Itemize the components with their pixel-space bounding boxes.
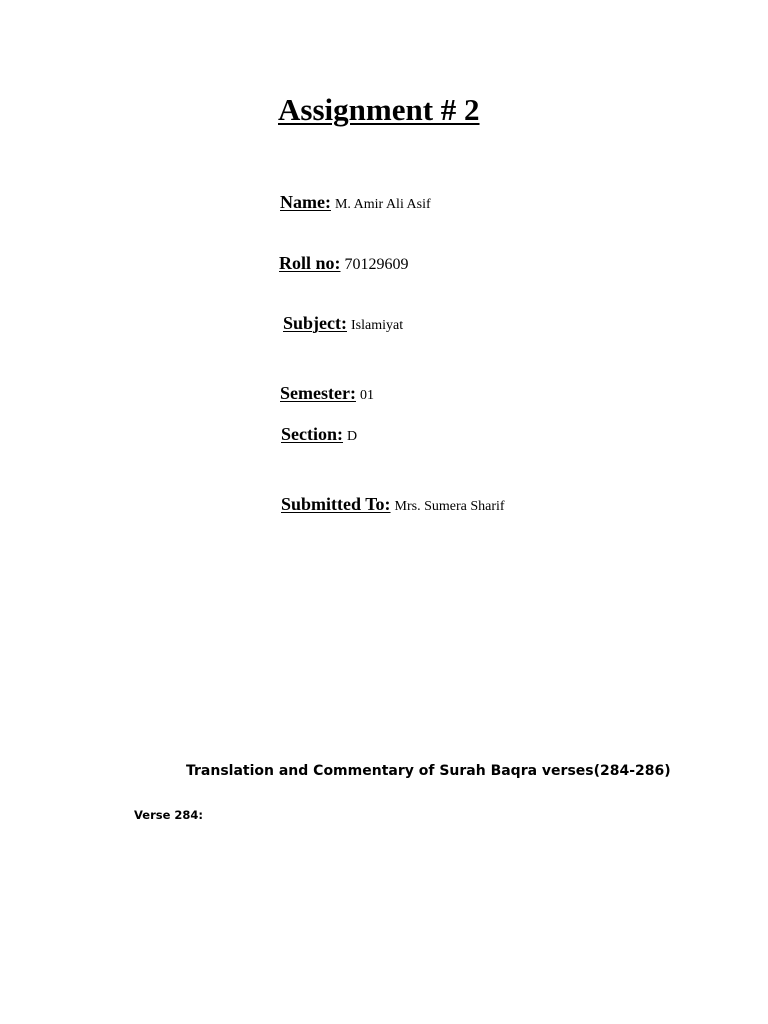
verse-label: Verse 284: [134,808,203,822]
roll-no-field [279,254,409,274]
submitted-to-field [281,495,505,515]
section-label: Section: [281,424,343,444]
roll-no-label: Roll no: [279,253,341,273]
subject-label: Subject: [283,313,347,333]
name-label: Name: [280,192,331,212]
semester-field [280,384,374,404]
assignment-title: Assignment # 2 [278,92,480,127]
section-value: D [347,429,358,444]
name-value: M. Amir Ali Asif [334,197,431,212]
subject-field [283,314,403,334]
semester-label: Semester: [280,383,356,403]
name-field [280,193,431,213]
section-field [281,425,357,445]
submitted-to-value: Mrs. Sumera Sharif [394,499,505,514]
roll-no-value: 70129609 [344,256,409,273]
section-heading: Translation and Commentary of Surah Baqra verses(284-286) [186,763,671,779]
submitted-to-label: Submitted To: [281,494,391,514]
semester-value: 01 [359,388,374,403]
subject-value: Islamiyat [351,318,404,333]
